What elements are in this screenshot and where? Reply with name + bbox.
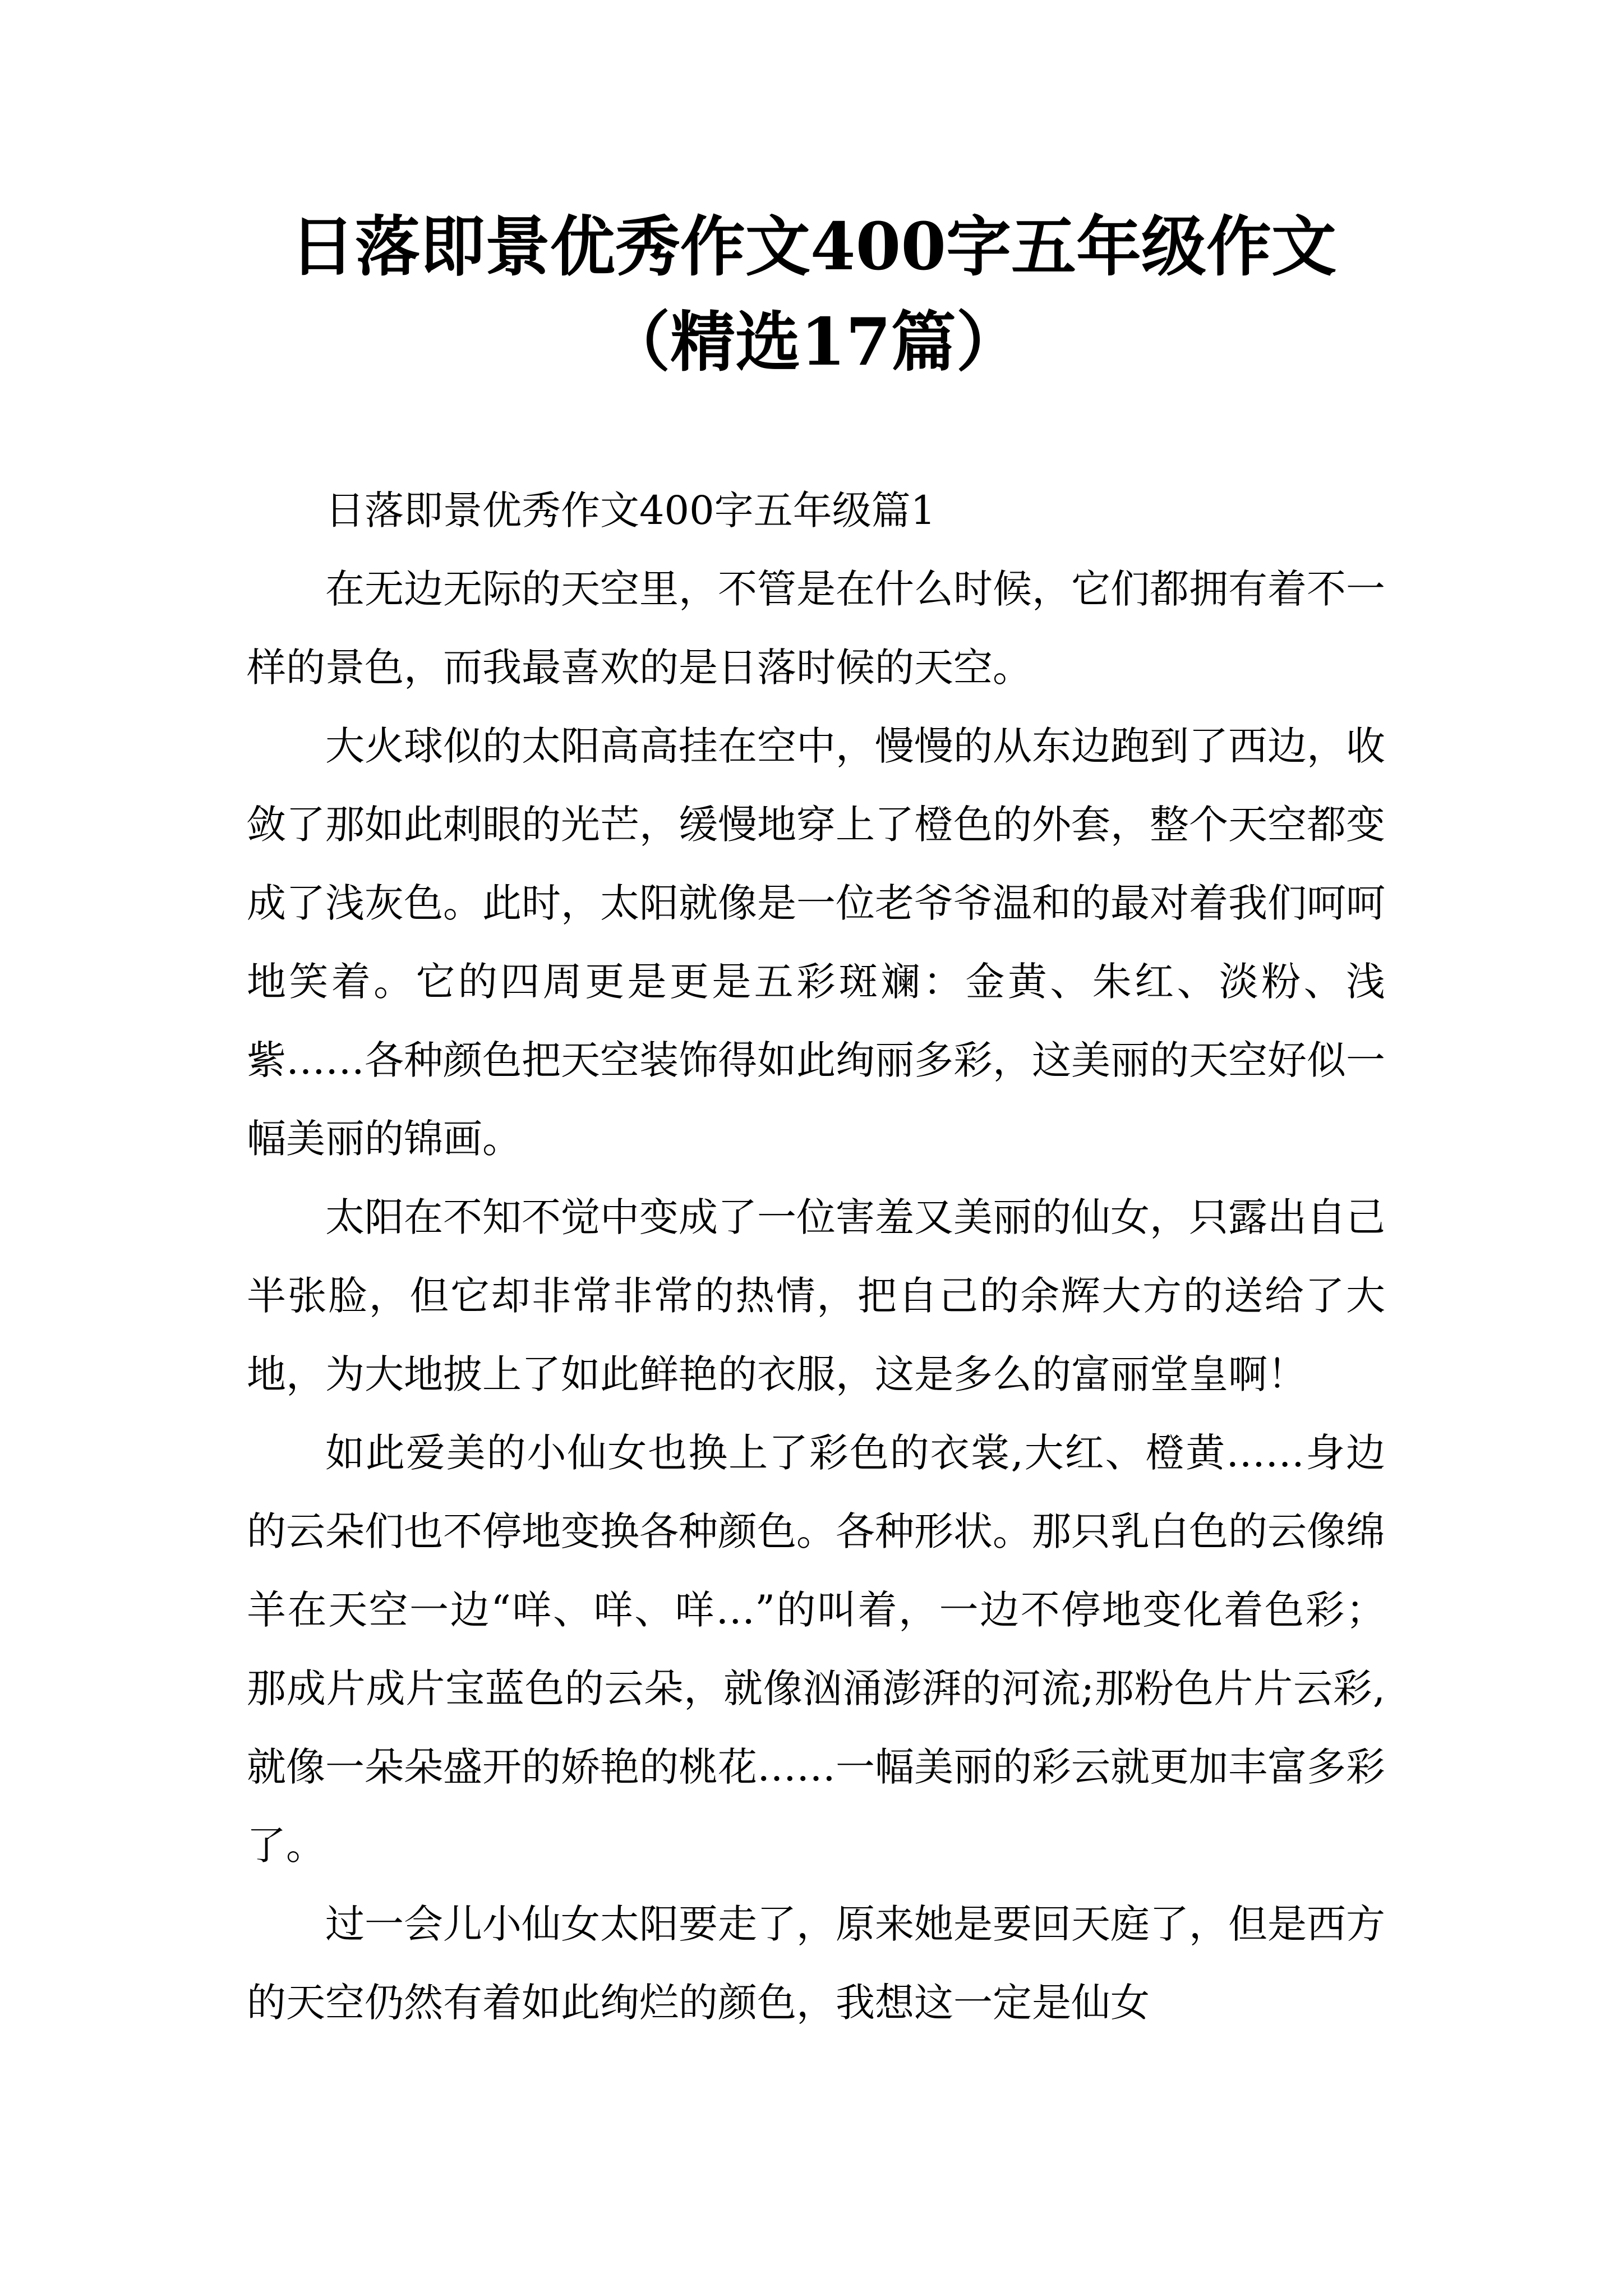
paragraph: 太阳在不知不觉中变成了一位害羞又美丽的仙女，只露出自己半张脸，但它却非常非常的热情，把自己的余辉大方的送给了大地，为大地披上了如此鲜艳的衣服，这是多么的富丽堂皇啊！ xyxy=(247,1194,1385,1397)
paragraph: 如此爱美的小仙女也换上了彩色的衣裳,大红、橙黄……身边的云朵们也不停地变换各种颜色。各种形状。那只乳白色的云像绵羊在天空一边“咩、咩、咩…”的叫着，一边不停地变化着色彩；那成片成片宝蓝色的云朵，就像汹涌澎湃的河流;那粉色片片云彩,就像一朵朵盛开的娇艳的桃花……一幅美丽的彩云就更加丰富多彩了。 xyxy=(247,1430,1385,1869)
paragraph: 大火球似的太阳高高挂在空中，慢慢的从东边跑到了西边，收敛了那如此刺眼的光芒，缓慢地穿上了橙色的外套，整个天空都变成了浅灰色。此时，太阳就像是一位老爷爷温和的最对着我们呵呵地笑着。它的四周更是更是五彩斑斓：金黄、朱红、淡粉、浅紫……各种颜色把天空装饰得如此绚丽多彩，这美丽的天空好似一幅美丽的锦画。 xyxy=(247,723,1385,1162)
paragraph: 过一会儿小仙女太阳要走了，原来她是要回天庭了，但是西方的天空仍然有着如此绚烂的颜色，我想这一定是仙女 xyxy=(247,1901,1385,2026)
document-body xyxy=(247,471,1385,2042)
paragraph: 在无边无际的天空里，不管是在什么时候，它们都拥有着不一样的景色，而我最喜欢的是日落时候的天空。 xyxy=(247,566,1385,691)
document-title: 日落即景优秀作文400字五年级作文（精选17篇） xyxy=(289,209,1337,380)
section-heading: 日落即景优秀作文400字五年级篇1 xyxy=(325,487,936,533)
